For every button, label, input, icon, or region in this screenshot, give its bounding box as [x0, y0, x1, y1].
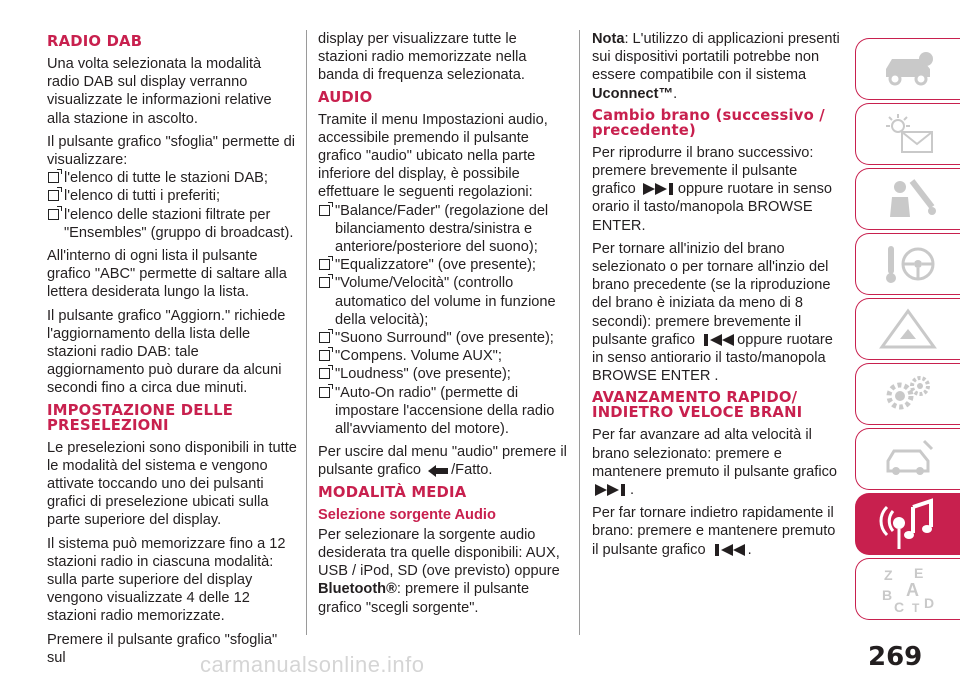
- checkbox-bullet-icon: [48, 209, 59, 220]
- bullet-item: "Volume/Velocità" (controllo automatico del volume in funzione della velocità);: [318, 274, 568, 329]
- heading-modalita-media: MODALITÀ MEDIA: [318, 483, 467, 501]
- svg-text:E: E: [914, 565, 924, 581]
- paragraph: display per visualizzare tutte le stazioni radio memorizzate nella banda di frequenza selezionata.: [318, 31, 527, 84]
- paragraph: Per riprodurre il brano successivo: premere brevemente il pulsante grafico oppure ruotare in senso orario il tasto/manopola BROWSE ENTER.: [592, 144, 833, 234]
- car-icon: [878, 49, 938, 89]
- checkbox-bullet-icon: [319, 277, 330, 288]
- tab-multimedia-active[interactable]: [855, 493, 960, 555]
- heading-cambio-brano: Cambio brano (successivo / precedente): [592, 106, 825, 139]
- bullet-item: "Auto-On radio" (permette di impostare l'accensione della radio all'avviamento del motore).: [318, 384, 568, 439]
- bullet-item: l'elenco delle stazioni filtrate per "Ensembles" (gruppo di broadcast).: [47, 206, 297, 242]
- paragraph: Il pulsante grafico "Aggiorn." richiede l'aggiornamento della lista delle stazioni radio DAB: tale aggiornamento può durare da alcuni secondi fino a circa due minuti.: [47, 307, 286, 397]
- tab-vehicle[interactable]: [855, 38, 960, 100]
- paragraph: Le preselezioni sono disponibili in tutte le modalità del sistema e vengono attivate toccando uno dei pulsanti grafici di preselezione ubicati sulla parte superiore del display.: [47, 439, 297, 529]
- paragraph: Una volta selezionata la modalità radio DAB sul display verranno visualizzate le informazioni relative alla stazione in ascolto.: [47, 56, 272, 127]
- warning-triangle-icon: [878, 307, 938, 351]
- bullet-item: l'elenco di tutti i preferiti;: [47, 187, 297, 205]
- bullet-item: "Compens. Volume AUX";: [318, 347, 568, 365]
- paragraph: Tramite il menu Impostazioni audio, accessibile premendo il pulsante grafico "audio" ubicato nella parte inferiore del display, è possibile effettuare le seguenti regolazioni:: [318, 111, 548, 201]
- paragraph: Il pulsante grafico "sfoglia" permette di visualizzare:: [47, 133, 296, 169]
- svg-text:A: A: [906, 580, 919, 600]
- previous-track-icon: [701, 333, 735, 347]
- column-divider-right: [579, 30, 580, 635]
- paragraph: Per selezionare la sorgente audio desiderata tra quelle disponibili: AUX, USB / iPod, SD (ove previsto) oppure Bluetooth®: premere il pulsante grafico "scegli sorgente".: [318, 526, 560, 616]
- checkbox-bullet-icon: [319, 350, 330, 361]
- bullet-item: l'elenco di tutte le stazioni DAB;: [47, 169, 297, 187]
- bullet-item: "Suono Surround" (ove presente);: [318, 329, 568, 347]
- tab-emergency[interactable]: [855, 298, 960, 360]
- bullet-item: "Loudness" (ove presente);: [318, 365, 568, 383]
- checkbox-bullet-icon: [48, 190, 59, 201]
- watermark: carmanualsonline.info: [200, 652, 425, 677]
- tab-starting-driving[interactable]: [855, 233, 960, 295]
- svg-text:D: D: [924, 595, 935, 611]
- paragraph: Premere il pulsante grafico "sfoglia" sul: [47, 631, 278, 666]
- paragraph: Per uscire dal menu "audio" premere il pulsante grafico /Fatto.: [318, 444, 567, 479]
- tab-safety[interactable]: [855, 168, 960, 230]
- paragraph: All'interno di ogni lista il pulsante grafico "ABC" permette di saltare alla lettera desiderata lungo la lista.: [47, 248, 287, 301]
- previous-track-icon: [712, 543, 746, 557]
- column-1: [47, 30, 297, 672]
- paragraph: Il sistema può memorizzare fino a 12 stazioni radio in ciascuna modalità: sulla parte superiore del display vengono visualizzate 4 delle 12 stazioni radio memorizzate.: [47, 535, 286, 625]
- svg-text:B: B: [882, 587, 893, 603]
- page-number: 269: [868, 642, 923, 672]
- tab-warning-lights[interactable]: [855, 103, 960, 165]
- bullet-item: "Balance/Fader" (regolazione del bilanciamento destra/sinistra e anteriore/posteriore del suono);: [318, 202, 568, 257]
- column-3: [592, 30, 842, 564]
- column-2: [318, 30, 568, 622]
- heading-impostazione-preselezioni: IMPOSTAZIONE DELLE PRESELEZIONI: [47, 401, 234, 434]
- paragraph: Per far avanzare ad alta velocità il brano selezionato: premere e mantenere premuto il pulsante grafico .: [592, 427, 837, 499]
- chapter-tabs: [855, 38, 960, 623]
- back-arrow-icon: [427, 464, 449, 478]
- heading-avanzamento-rapido: AVANZAMENTO RAPIDO/ INDIETRO VELOCE BRANI: [592, 389, 803, 422]
- checkbox-bullet-icon: [319, 332, 330, 343]
- checkbox-bullet-icon: [319, 368, 330, 379]
- seatbelt-icon: [878, 177, 938, 221]
- next-track-icon: [642, 182, 676, 196]
- next-track-icon: [594, 483, 628, 497]
- paragraph: Per far tornare indietro rapidamente il brano: premere e mantenere premuto il pulsante grafico .: [592, 505, 836, 558]
- key-steering-wheel-icon: [878, 242, 938, 286]
- svg-text:Z: Z: [884, 567, 893, 583]
- car-specs-icon: [878, 437, 938, 481]
- heading-radio-dab: RADIO DAB: [47, 33, 143, 50]
- checkbox-bullet-icon: [48, 172, 59, 183]
- alphabet-index-icon: [878, 564, 938, 614]
- tab-maintenance[interactable]: [855, 363, 960, 425]
- svg-text:T: T: [912, 601, 920, 614]
- svg-text:C: C: [894, 599, 905, 614]
- column-divider-left: [306, 30, 307, 635]
- tab-index[interactable]: [855, 558, 960, 620]
- tab-technical-specs[interactable]: [855, 428, 960, 490]
- gears-icon: [878, 372, 938, 416]
- paragraph: Per tornare all'inizio del brano selezionato o per tornare all'inzio del brano precedente (se la riproduzione del brano è iniziata da meno di 8 secondi): premere brevemente il pulsante grafico oppure ruotare in senso antiorario il tasto/manopola BROWSE ENTER .: [592, 240, 833, 385]
- note-paragraph: Nota: L'utilizzo di applicazioni presenti sui dispositivi portatili potrebbe non essere compatibile con il sistema Uconnect™.: [592, 31, 840, 102]
- heading-audio: AUDIO: [318, 88, 373, 106]
- warning-light-envelope-icon: [878, 112, 938, 156]
- subheading-selezione-sorgente: Selezione sorgente Audio: [318, 506, 496, 523]
- checkbox-bullet-icon: [319, 387, 330, 398]
- bullet-item: "Equalizzatore" (ove presente);: [318, 256, 568, 274]
- checkbox-bullet-icon: [319, 259, 330, 270]
- multimedia-music-icon: [873, 497, 943, 551]
- checkbox-bullet-icon: [319, 205, 330, 216]
